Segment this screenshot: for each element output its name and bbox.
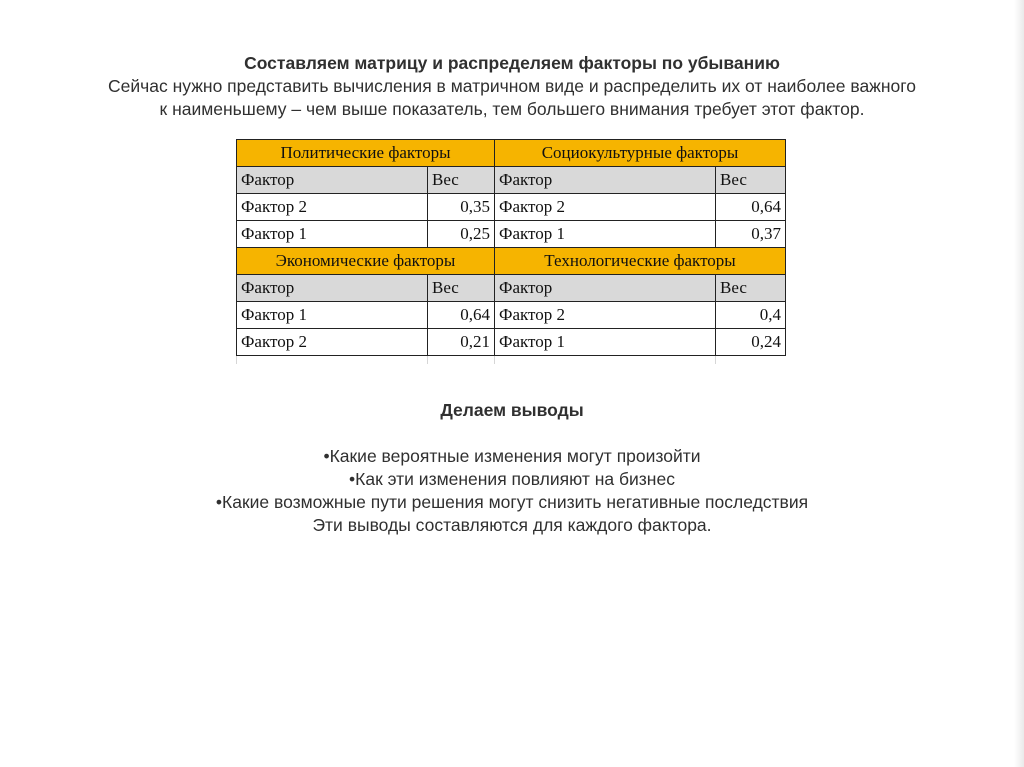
factor-cell: Фактор 1 — [237, 302, 428, 329]
weight-cell: 0,37 — [716, 221, 786, 248]
conclusions-block — [0, 399, 1024, 537]
table-row — [237, 329, 786, 356]
spacer-cell — [716, 356, 786, 365]
conclusion-footer: Эти выводы составляются для каждого фактора. — [312, 515, 712, 535]
weight-cell: 0,4 — [716, 302, 786, 329]
conclusions-title: Делаем выводы — [440, 400, 584, 420]
column-header-factor: Фактор — [495, 167, 716, 194]
column-header-row — [237, 167, 786, 194]
weight-cell: 0,21 — [428, 329, 495, 356]
column-header-row — [237, 275, 786, 302]
section-header-row — [237, 248, 786, 275]
table-row — [237, 194, 786, 221]
spacer-cell — [237, 356, 428, 365]
table-row — [237, 221, 786, 248]
factor-cell: Фактор 1 — [237, 221, 428, 248]
column-header-weight: Вес — [716, 275, 786, 302]
factor-cell: Фактор 1 — [495, 221, 716, 248]
section-header-row — [237, 140, 786, 167]
section-title-sociocultural: Социокультурные факторы — [495, 140, 786, 167]
factor-cell: Фактор 2 — [237, 329, 428, 356]
conclusion-item: •Какие вероятные изменения могут произойти — [323, 446, 701, 466]
slide-subtitle-line-1: Сейчас нужно представить вычисления в матричном виде и распределить их от наиболее важного — [107, 76, 917, 96]
weight-cell: 0,24 — [716, 329, 786, 356]
column-header-factor: Фактор — [237, 275, 428, 302]
column-header-weight: Вес — [428, 167, 495, 194]
table-spacer-row — [237, 356, 786, 365]
slide-edge-shadow — [1014, 0, 1024, 767]
spacer-cell — [428, 356, 495, 365]
conclusion-item: •Какие возможные пути решения могут снизить негативные последствия — [215, 492, 809, 512]
conclusion-item: •Как эти изменения повлияют на бизнес — [349, 469, 675, 489]
factor-cell: Фактор 1 — [495, 329, 716, 356]
column-header-factor: Фактор — [237, 167, 428, 194]
column-header-weight: Вес — [716, 167, 786, 194]
slide-header — [0, 52, 1024, 121]
table-row — [237, 302, 786, 329]
section-title-economic: Экономические факторы — [237, 248, 495, 275]
section-title-technological: Технологические факторы — [495, 248, 786, 275]
factor-matrix-table — [236, 139, 786, 364]
slide-subtitle-line-2: к наименьшему – чем выше показатель, тем большего внимания требует этот фактор. — [159, 99, 865, 119]
column-header-factor: Фактор — [495, 275, 716, 302]
factor-cell: Фактор 2 — [495, 194, 716, 221]
factor-cell: Фактор 2 — [237, 194, 428, 221]
weight-cell: 0,25 — [428, 221, 495, 248]
weight-cell: 0,64 — [716, 194, 786, 221]
slide-title: Составляем матрицу и распределяем факторы по убыванию — [244, 53, 780, 73]
weight-cell: 0,64 — [428, 302, 495, 329]
factor-matrix — [236, 139, 786, 365]
column-header-weight: Вес — [428, 275, 495, 302]
section-title-political: Политические факторы — [237, 140, 495, 167]
factor-cell: Фактор 2 — [495, 302, 716, 329]
spacer-cell — [495, 356, 716, 365]
weight-cell: 0,35 — [428, 194, 495, 221]
